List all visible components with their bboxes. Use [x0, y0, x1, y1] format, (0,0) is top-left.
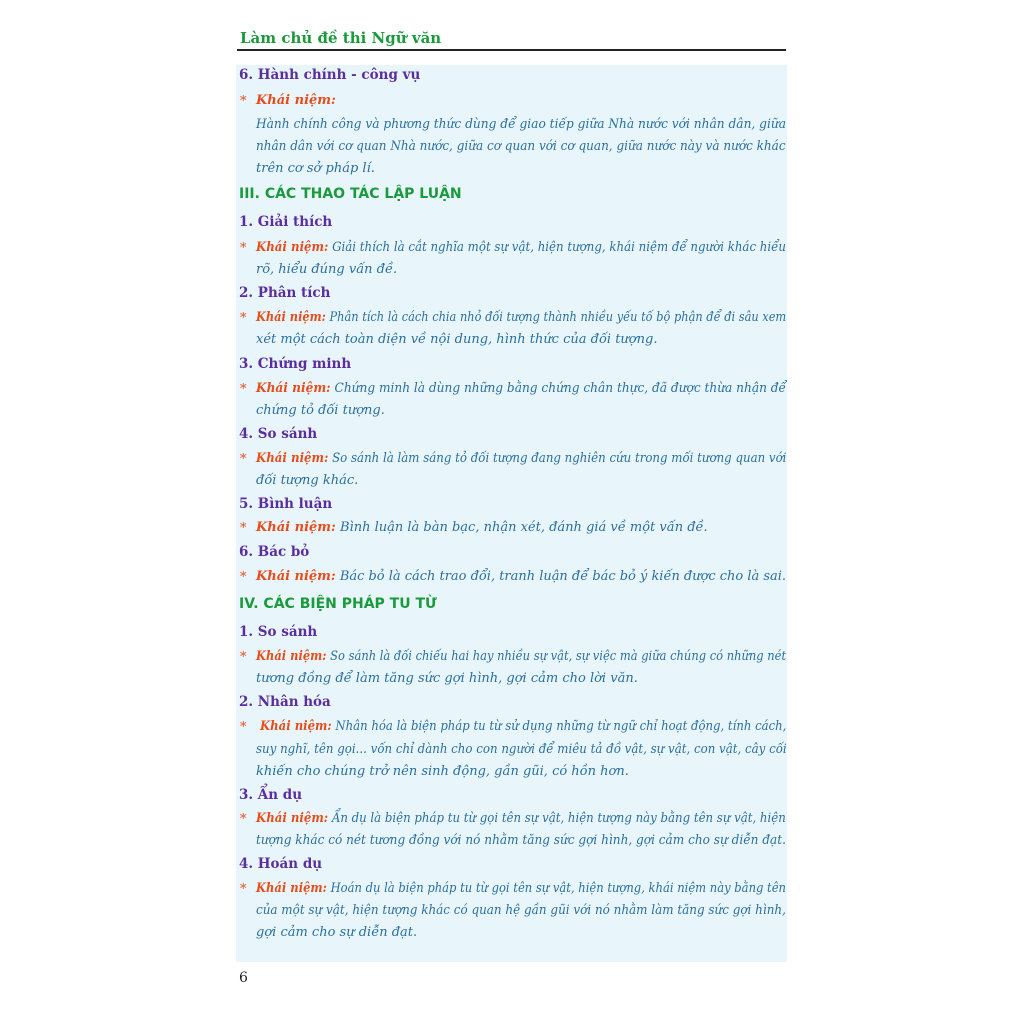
page-number: 6 [239, 970, 248, 986]
definition-line: chứng tỏ đối tượng. [256, 403, 385, 418]
term-label: Khái niệm: [256, 310, 326, 325]
subheading-giai-thich: 1. Giải thích [239, 214, 333, 230]
bullet-star: * [240, 452, 247, 467]
definition-line: tượng khác có nét tương đồng với nó nhằm tăng sức gợi hình, gợi cảm cho sự diễn đạt. [256, 833, 786, 848]
subheading-binh-luan: 5. Bình luận [239, 496, 333, 512]
bullet-star: * [240, 570, 247, 585]
subheading-an-du: 3. Ẩn dụ [239, 787, 303, 803]
bullet-star: * [240, 382, 247, 397]
bullet-star: * [240, 311, 247, 326]
definition-line: trên cơ sở pháp lí. [256, 161, 375, 176]
definition-line: Khái niệm: Chứng minh là dùng những bằng chứng chân thực, đã được thừa nhận để [256, 381, 787, 396]
term-label: Khái niệm: [260, 719, 332, 734]
definition-line: Khái niệm: Nhân hóa là biện pháp tu từ sử dụng những từ ngữ chỉ hoạt động, tính cách, [260, 719, 787, 734]
definition-line: Khái niệm: Ẩn dụ là biện pháp tu từ gọi tên sự vật, hiện tượng này bằng tên sự vật, hiện [256, 811, 786, 826]
definition-line: Khái niệm: Bác bỏ là cách trao đổi, tranh luận để bác bỏ ý kiến được cho là sai. [256, 569, 787, 584]
subheading-phan-tich: 2. Phân tích [239, 285, 331, 301]
header-rule [237, 49, 786, 51]
subheading-hoan-du: 4. Hoán dụ [239, 856, 323, 872]
bullet-star: * [240, 241, 247, 256]
definition-line: nhân dân với cơ quan Nhà nước, giữa cơ quan với cơ quan, giữa nước này và nước khác [256, 139, 786, 154]
subheading-chung-minh: 3. Chứng minh [239, 356, 352, 372]
definition-line: gợi cảm cho sự diễn đạt. [256, 925, 418, 940]
bullet-star: * [240, 650, 247, 665]
definition-line: của một sự vật, hiện tượng khác có quan hệ gần gũi với nó nhằm làm tăng sức gợi hình, [256, 903, 786, 918]
subheading-so-sanh: 4. So sánh [239, 426, 318, 442]
term-label: Khái niệm: [256, 811, 329, 826]
bullet-star: * [240, 521, 247, 536]
definition-line: Hành chính công và phương thức dùng để giao tiếp giữa Nhà nước với nhân dân, giữa [256, 117, 787, 132]
bullet-star: * [240, 94, 247, 109]
page-header-title: Làm chủ đề thi Ngữ văn [240, 29, 442, 47]
definition-line: rõ, hiểu đúng vấn đề. [256, 262, 398, 277]
definition-line: xét một cách toàn diện về nội dung, hình thức của đối tượng. [256, 332, 658, 347]
term-label: Khái niệm: [256, 649, 327, 664]
bullet-star: * [240, 882, 247, 897]
subheading-bac-bo: 6. Bác bỏ [239, 544, 310, 560]
definition-line: Khái niệm: Phân tích là cách chia nhỏ đối tượng thành nhiều yếu tố bộ phận để đi sâu xem [256, 310, 787, 325]
section-heading-hanh-chinh: 6. Hành chính - công vụ [239, 67, 421, 83]
term-label: Khái niệm: [256, 881, 327, 896]
term-label: Khái niệm: [256, 381, 331, 396]
section-heading-bien-phap-tu-tu: IV. CÁC BIỆN PHÁP TU TỪ [239, 596, 437, 612]
term-label: Khái niệm: [256, 240, 329, 255]
subheading-so-sanh-tu-tu: 1. So sánh [239, 624, 318, 640]
subheading-nhan-hoa: 2. Nhân hóa [239, 694, 331, 710]
definition-line: Khái niệm: So sánh là làm sáng tỏ đối tượng đang nghiên cứu trong mối tương quan với [256, 451, 787, 466]
definition-line: đối tượng khác. [256, 473, 359, 488]
definition-line: Khái niệm: Giải thích là cắt nghĩa một sự vật, hiện tượng, khái niệm để người khác hiểu [256, 240, 786, 255]
definition-line: Khái niệm: Hoán dụ là biện pháp tu từ gọi tên sự vật, hiện tượng, khái niệm này bằng tên [256, 881, 786, 896]
definition-line: khiến cho chúng trở nên sinh động, gần gũi, có hồn hơn. [256, 764, 629, 779]
section-heading-thao-tac-lap-luan: III. CÁC THAO TÁC LẬP LUẬN [239, 186, 462, 202]
definition-line: suy nghĩ, tên gọi... vốn chỉ dành cho con người để miêu tả đồ vật, sự vật, con vật, cây cối [256, 742, 787, 757]
term-label: Khái niệm: [256, 93, 336, 108]
bullet-star: * [240, 720, 247, 735]
term-label: Khái niệm: [256, 520, 336, 535]
definition-line: tương đồng để làm tăng sức gợi hình, gợi cảm cho lời văn. [256, 671, 638, 686]
term-label: Khái niệm: [256, 451, 329, 466]
term-label: Khái niệm: [256, 569, 336, 584]
bullet-star: * [240, 812, 247, 827]
definition-line: Khái niệm: So sánh là đối chiếu hai hay nhiều sự vật, sự việc mà giữa chúng có những nét [256, 649, 787, 664]
definition-line: Khái niệm: Bình luận là bàn bạc, nhận xét, đánh giá về một vấn đề. [256, 520, 708, 535]
